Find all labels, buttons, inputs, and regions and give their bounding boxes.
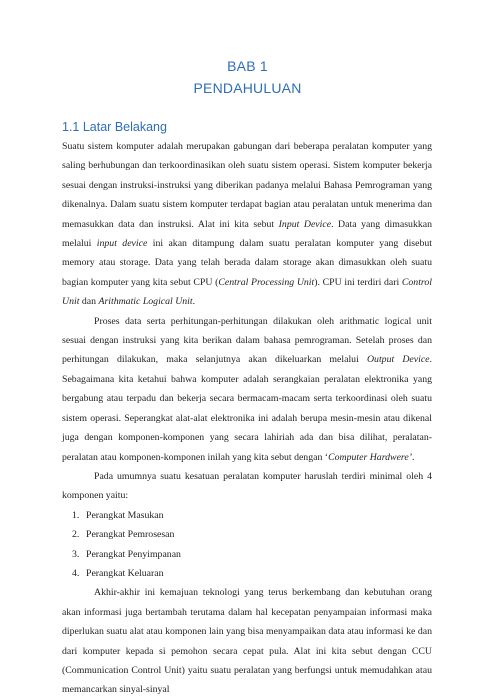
italic-term: Control Unit: [62, 276, 432, 308]
italic-term: Input Device: [278, 218, 332, 230]
chapter-number: BAB 1: [227, 58, 268, 74]
component-list: [62, 506, 432, 584]
paragraph-4: Akhir-akhir ini kemajuan teknologi yang terus berkembang dan kebutuhan orang akan informasi juga bertambah terutama dalam hal kecepatan penyampaian informasi maka diperlukan suatu alat atau komponen lain yang bisa menyampaikan data atau informasi ke dan dari komputer kepada si pemohon secara cepat pula. Alat ini kita sebut dengan CCU (Communication Control Unit) yaitu suatu peralatan yang berfungsi untuk memudahkan atau memancarkan sinyal-sinyal: [62, 587, 432, 696]
text-run: . Sebagaimana kita ketahui bahwa komputer adalah serangkaian peralatan elektronika yang bergabung atau terpadu dan bekerja secara bermacam-macam serta terkoordinasi oleh suatu sistem operasi. Seperangkat alat-alat elektronika ini adalah berupa mesin-mesin atau dikenal juga dengan komponen-komponen yang secara lahiriah ada dan bisa dilihat, peralatan-peralatan atau komponen-komponen inilah yang kita sebut dengan ‘: [62, 354, 432, 463]
list-item: 2. Perangkat Pemrosesan: [72, 529, 175, 541]
text-run: .: [192, 296, 196, 308]
text-run: ini akan ditampung dalam suatu peralatan komputer yang disebut memory atau storage. Data yang telah berada dalam storage akan dimasukkan oleh suatu bagian komputer yang kita sebut CPU (: [62, 238, 432, 288]
text-run: dan: [79, 296, 99, 308]
list-item: 4. Perangkat Keluaran: [72, 567, 164, 579]
list-item: 1. Perangkat Masukan: [72, 509, 164, 521]
text-run: .: [411, 451, 415, 463]
text-run: ). CPU ini terdiri dari: [314, 276, 402, 288]
list-item: 3. Perangkat Penyimpanan: [72, 548, 181, 560]
italic-term: Arithmatic Logical Unit: [98, 296, 193, 308]
paragraph-3: Pada umumnya suatu kesatuan peralatan komputer haruslah terdiri minimal oleh 4 komponen yaitu:: [62, 470, 432, 502]
text-run: Proses data serta perhitungan-perhitungan dilakukan oleh arithmatic logical unit sesuai dengan instruksi yang kita berikan dalam bahasa pemrograman. Setelah proses dan perhitungan dilakukan, maka selanjutnya akan dikeluarkan melalui: [62, 315, 432, 366]
italic-term: Central Processing Unit: [218, 276, 315, 288]
text-run: Suatu sistem komputer adalah merupakan gabungan dari beberapa peralatan komputer yang saling berhubungan dan terkoordinasikan oleh suatu sistem operasi. Sistem komputer bekerja sesuai dengan instruksi-instruksi yang diberikan padanya melalui Bahasa Pemrograman yang dikenalnya. Dalam suatu sistem komputer terdapat bagian atau peralatan untuk menerima dan memasukkan data dan instruksi. Alat ini kita sebut: [62, 141, 432, 230]
section-heading: 1.1 Latar Belakang: [62, 120, 167, 134]
paragraph-2: [62, 312, 432, 467]
italic-term: Output Device: [366, 354, 430, 366]
chapter-title: PENDAHULUAN: [193, 80, 302, 96]
paragraph-1: [62, 137, 432, 312]
text-run: . Data yang dimasukkan melalui: [62, 218, 432, 250]
italic-term: Computer Hardwere’: [328, 451, 412, 463]
body-text: [62, 137, 432, 700]
italic-term: input device: [96, 238, 148, 250]
